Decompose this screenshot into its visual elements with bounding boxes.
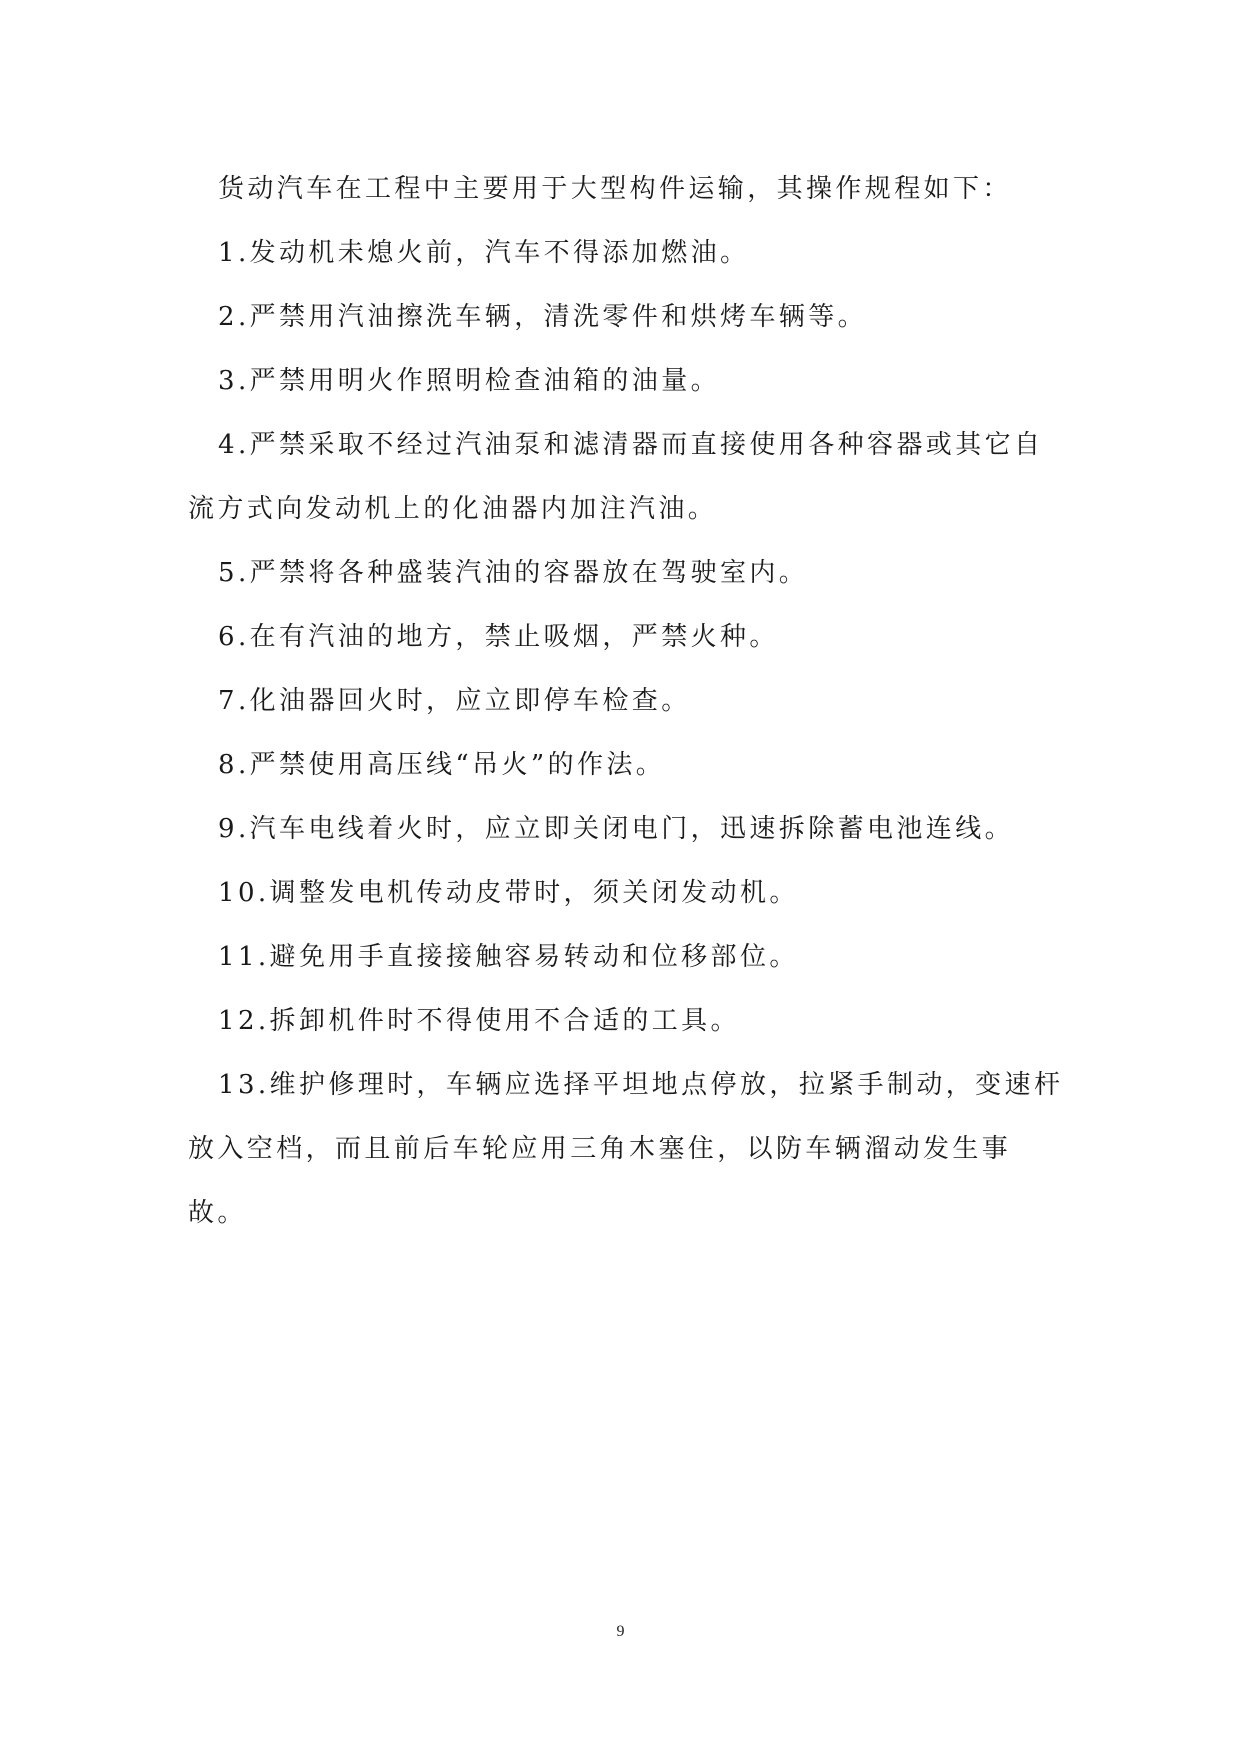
rule-item-1: 1.发动机未熄火前，汽车不得添加燃油。 bbox=[218, 238, 750, 268]
page-number: 9 bbox=[616, 1623, 625, 1640]
rule-item-7: 7.化油器回火时，应立即停车检查。 bbox=[218, 686, 691, 716]
rule-item-8: 8.严禁使用高压线“吊火”的作法。 bbox=[218, 750, 666, 780]
rule-item-12: 12.拆卸机件时不得使用不合适的工具。 bbox=[218, 1006, 740, 1036]
rule-item-5: 5.严禁将各种盛装汽油的容器放在驾驶室内。 bbox=[218, 558, 809, 588]
rule-item-6: 6.在有汽油的地方，禁止吸烟，严禁火种。 bbox=[218, 622, 779, 652]
rule-item-2: 2.严禁用汽油擦洗车辆，清洗零件和烘烤车辆等。 bbox=[218, 302, 868, 332]
rule-item-10: 10.调整发电机传动皮带时，须关闭发动机。 bbox=[218, 878, 799, 908]
rule-item-13: 13.维护修理时，车辆应选择平坦地点停放，拉紧手制动，变速杆放入空档，而且前后车轮应用三角木塞住，以防车辆溜动发生事故。 bbox=[188, 1070, 1064, 1228]
rule-item-4: 4.严禁采取不经过汽油泵和滤清器而直接使用各种容器或其它自流方式向发动机上的化油器内加注汽油。 bbox=[188, 430, 1044, 524]
document-body bbox=[188, 157, 1068, 1245]
rule-item-3: 3.严禁用明火作照明检查油箱的油量。 bbox=[218, 366, 721, 396]
intro-paragraph: 货动汽车在工程中主要用于大型构件运输，其操作规程如下： bbox=[218, 174, 1012, 204]
rule-item-9: 9.汽车电线着火时，应立即关闭电门，迅速拆除蓄电池连线。 bbox=[218, 814, 1015, 844]
rule-item-11: 11.避免用手直接接触容易转动和位移部位。 bbox=[218, 942, 799, 972]
